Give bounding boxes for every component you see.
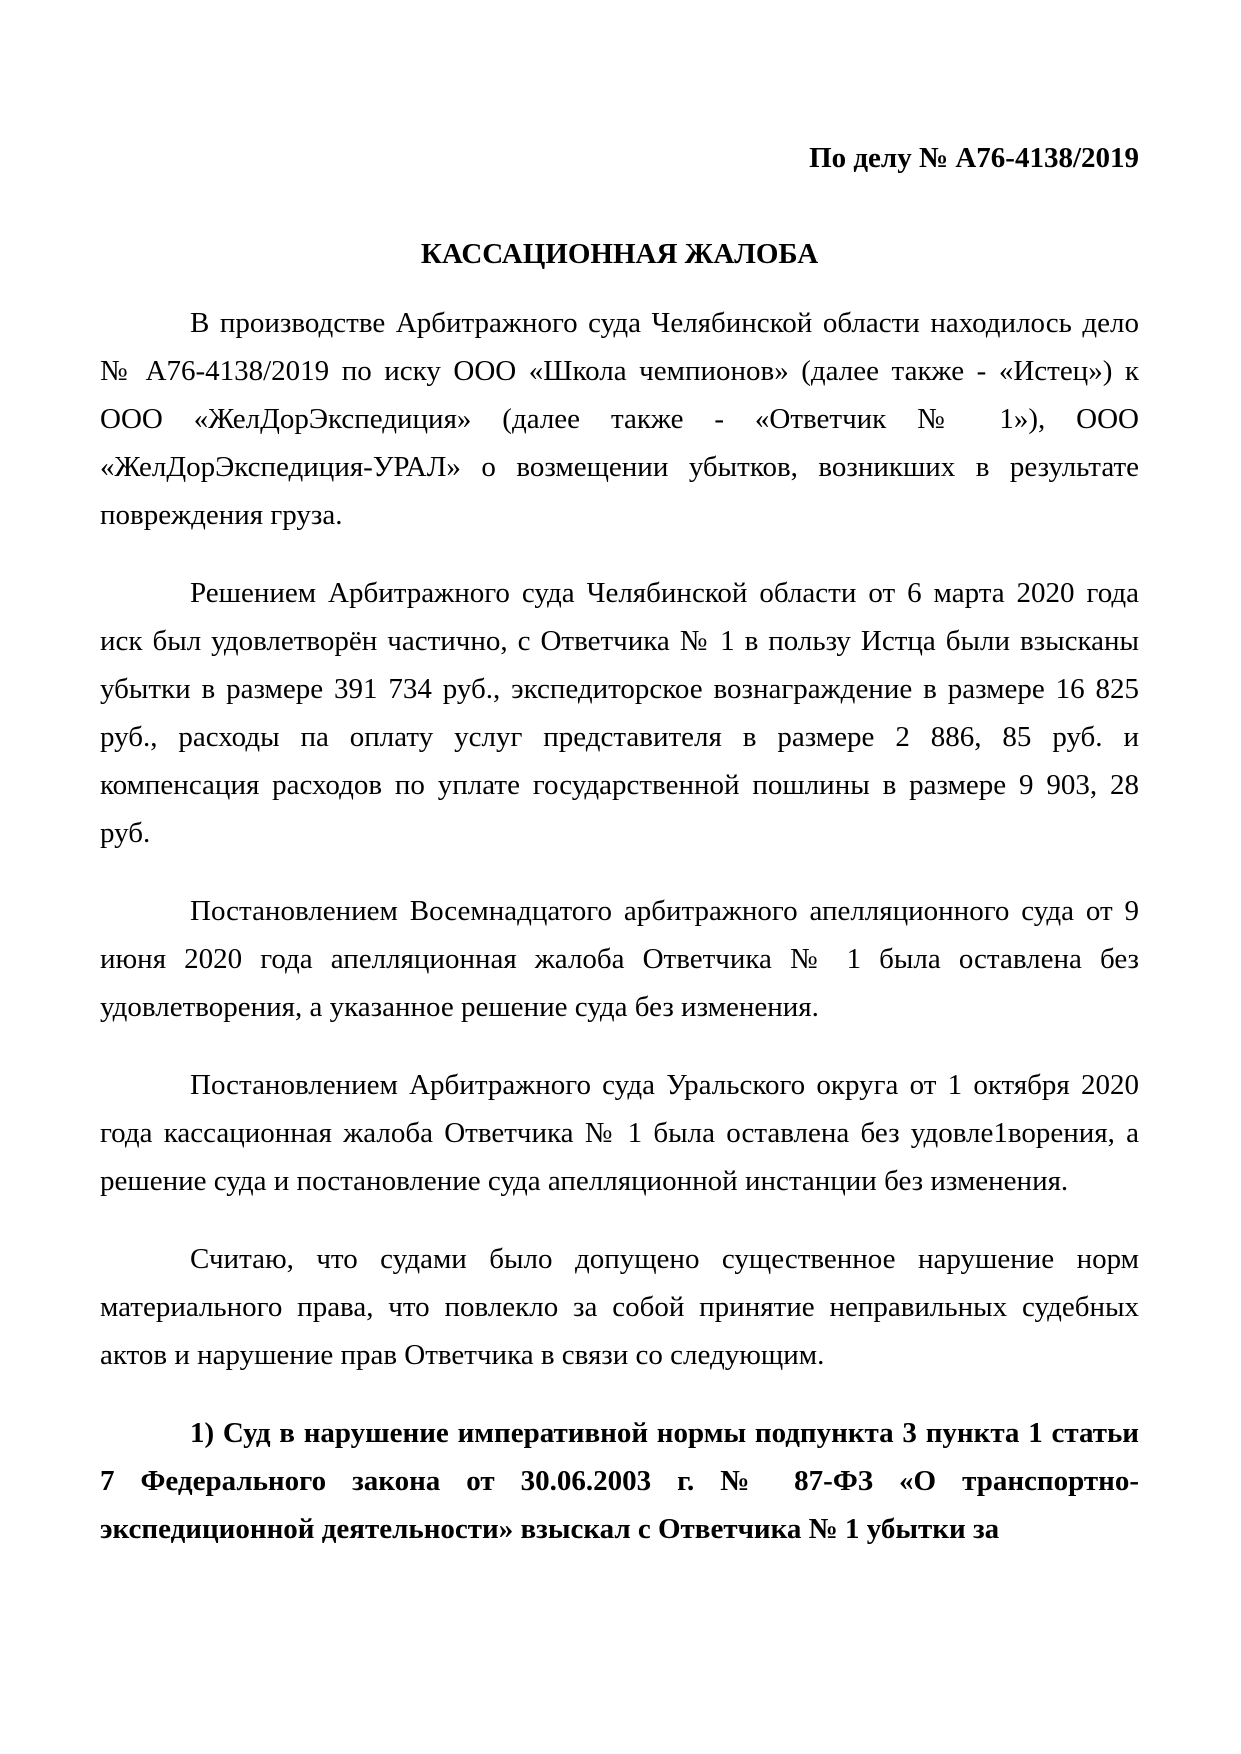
paragraph-first-instance-decision: Решением Арбитражного суда Челябинской области от 6 марта 2020 года иск был удовлетворён частично, с Ответчика № 1 в пользу Истца были взысканы убытки в размере 391 734 руб., экспедиторское вознаграждение в размере 16 825 руб., расходы па оплату услуг представителя в размере 2 886, 85 руб. и компенсация расходов по уплате государственной пошлины в размере 9 903, 28 руб.	[100, 577, 1139, 849]
case-reference: По делу № А76-4138/2019	[809, 142, 1139, 174]
paragraph-cassation-decision: Постановлением Арбитражного суда Уральского округа от 1 октября 2020 года кассационная жалоба Ответчика № 1 была оставлена без удовле1ворения, а решение суда и постановление суда апелляционной инстанции без изменения.	[100, 1069, 1139, 1197]
paragraph-appeal-decision: Постановлением Восемнадцатого арбитражного апелляционного суда от 9 июня 2020 года апелляционная жалоба Ответчика № 1 была оставлена без удовлетворения, а указанное решение суда без изменения.	[100, 895, 1139, 1023]
document-title: КАССАЦИОННАЯ ЖАЛОБА	[420, 238, 819, 270]
paragraph-case-history: В производстве Арбитражного суда Челябинской области находилось дело № А76-4138/2019 по иску ООО «Школа чемпионов» (далее также - «Истец») к ООО «ЖелДорЭкспедиция» (далее также - «Ответчик № 1»), ООО «ЖелДорЭкспедиция-УРАЛ» о возмещении убытков, возникших в результате повреждения груза.	[100, 307, 1139, 531]
paragraph-argument-1: 1) Суд в нарушение императивной нормы подпункта 3 пункта 1 статьи 7 Федерального закона от 30.06.2003 г. № 87-ФЗ «О транспортно-экспедиционной деятельности» взыскал с Ответчика № 1 убытки за	[100, 1417, 1139, 1545]
paragraph-claim-statement: Считаю, что судами было допущено существенное нарушение норм материального права, что повлекло за собой принятие неправильных судебных актов и нарушение прав Ответчика в связи со следующим.	[100, 1243, 1139, 1371]
